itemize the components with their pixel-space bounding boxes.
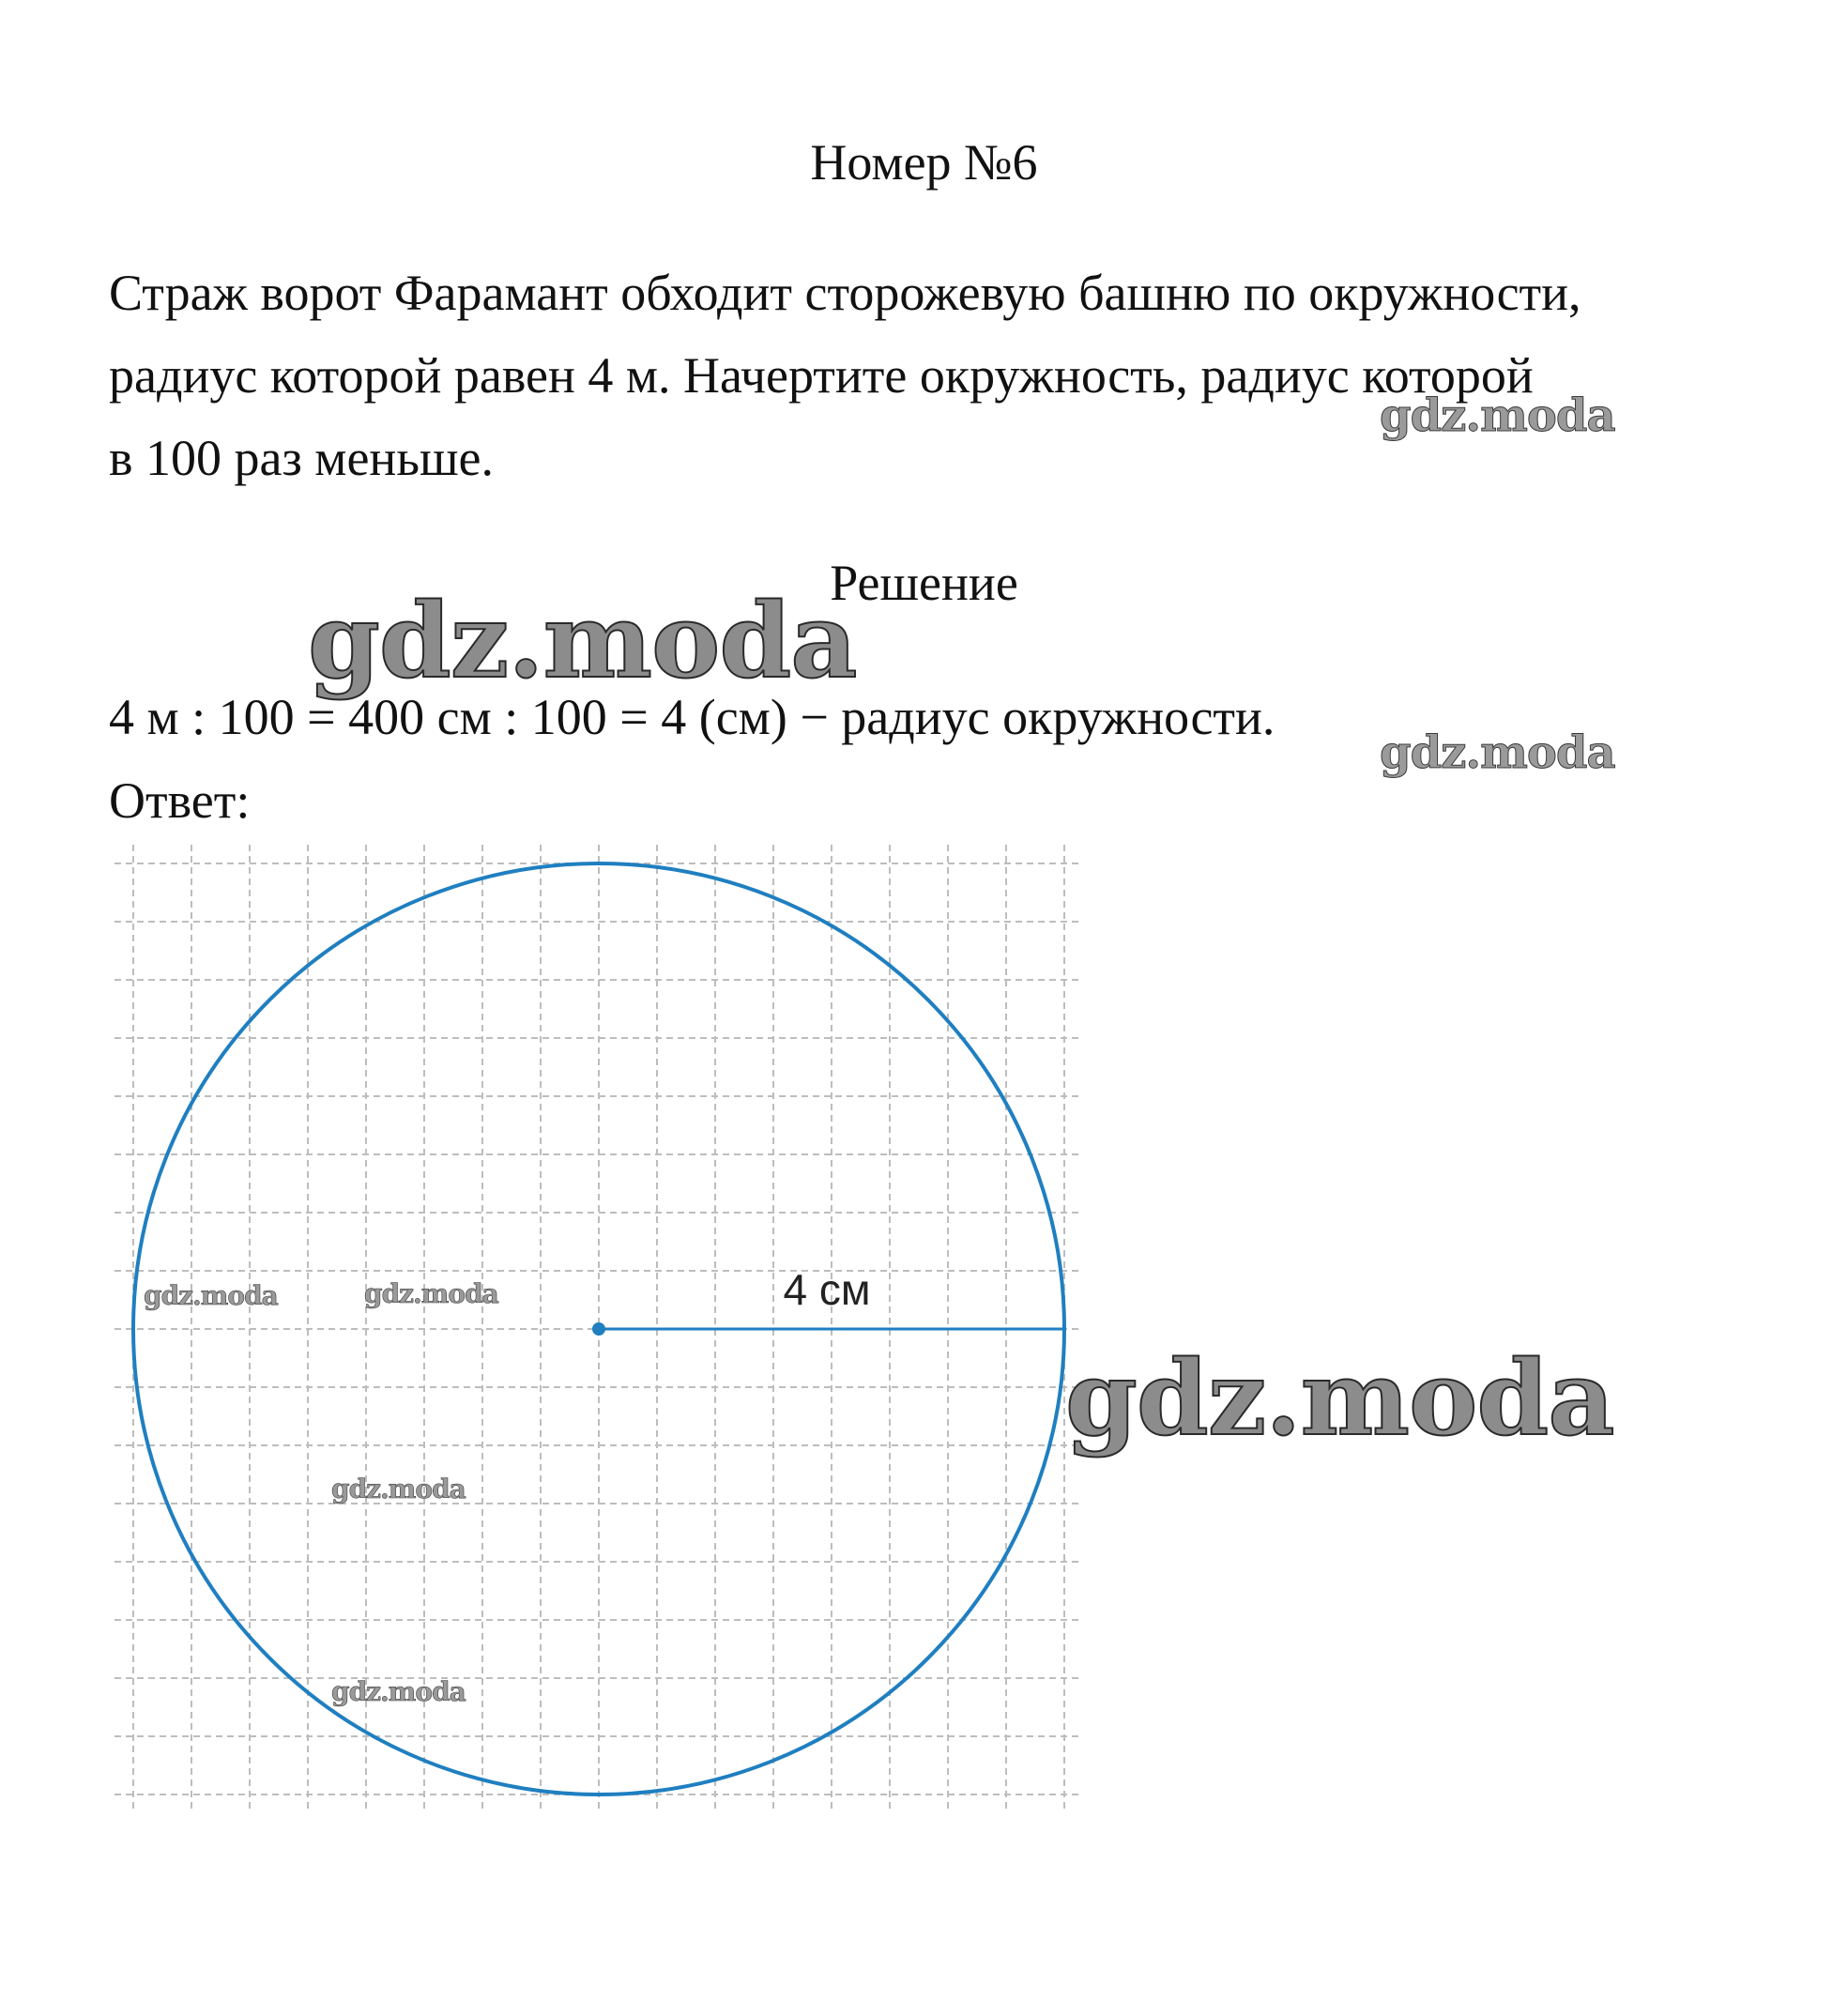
calculation-line: 4 м : 100 = 400 см : 100 = 4 (см) − радиус окружности. [109, 689, 1275, 745]
watermark: gdz.moda [1380, 726, 1615, 779]
task-line-1: Страж ворот Фарамант обходит сторожевую башню по окружности, [109, 265, 1581, 321]
task-line-2: радиус которой равен 4 м. Начертите окружность, радиус которой [109, 347, 1534, 404]
task-line-3: в 100 раз меньше. [109, 430, 495, 486]
watermark: gdz.moda [331, 1676, 466, 1707]
page-title: Номер №6 [810, 134, 1038, 191]
watermark: gdz.moda [308, 580, 857, 701]
watermark: gdz.moda [331, 1474, 466, 1504]
watermark: gdz.moda [364, 1278, 498, 1309]
watermark: gdz.moda [1380, 389, 1615, 442]
center-point [592, 1322, 605, 1336]
solution-heading: Решение [830, 555, 1018, 611]
radius-label: 4 см [783, 1265, 871, 1314]
watermark: gdz.moda [144, 1280, 278, 1311]
watermark: gdz.moda [1065, 1337, 1614, 1459]
answer-label: Ответ: [109, 772, 251, 829]
